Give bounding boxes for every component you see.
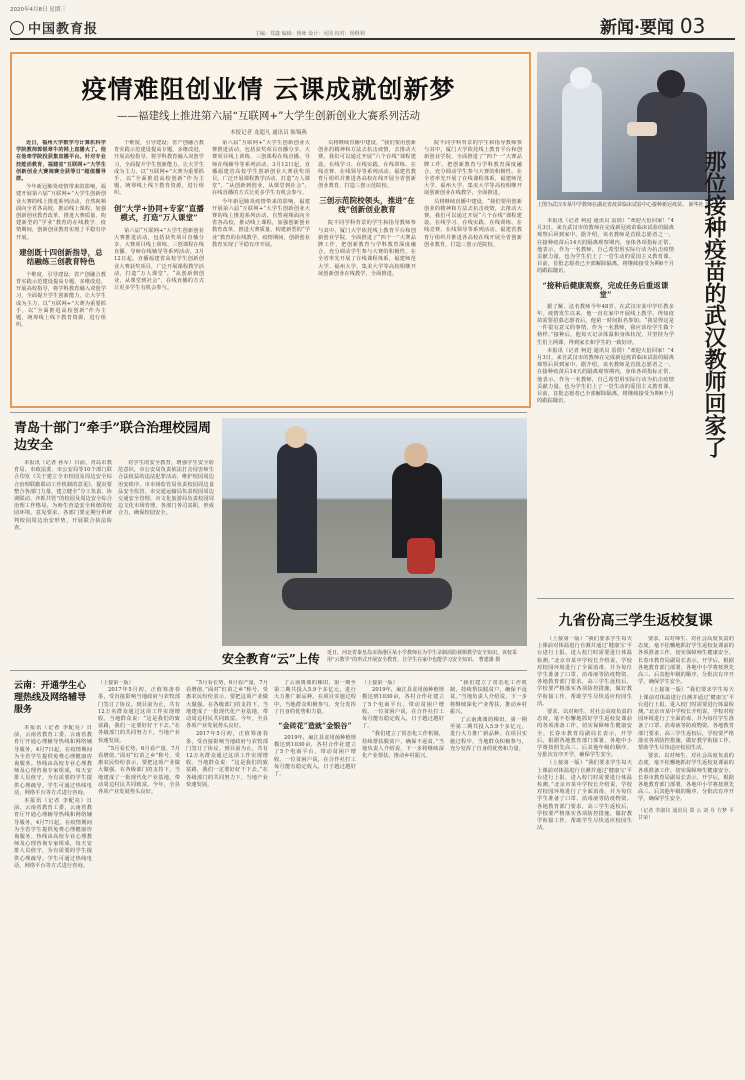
photo-sky [222,418,527,498]
provinces-text-1: （上接第一版）“我们要求学生每天上课前对体温进行自测并通过‘健康宝’平台进行上报。进入校门时需要进行体温检测。”北京市某中学校长介绍说，学校对校园环境进行了全面消毒，并为每位学生准备了口罩、消毒液等防疫物资。各地教育部门要求，高三学生返校后，学校要严格落实各项防控措施，做好教学衔接工作，帮助学生尽快适应校园生活。 [537,636,632,707]
vaccine-story-body [537,218,674,590]
lead-subtitle: ——福建线上推进第六届“互联网+”大学生创新创业大赛系列活动 [116,110,421,122]
bottom-text-2b: 2017年5月初，正值筹备春茶，受直接影响当地政府与农牧部门签订了协议。到目前为止，共有12万名群众通过这项工作实现增收。当地群众说：“这是我们的致富路，我们一定要好好干下去。”在各级部门的共同努力下，当地产业快速发展。 [186,731,268,788]
qingdao-headline: 青岛十部门“牵手”联合治理校园周边安全 [14,421,211,453]
provinces-col-2 [638,636,734,1066]
yunnan-headline: 云南：开通学生心理热线及网络辅导服务 [14,681,87,715]
page-number: 03 [679,13,706,38]
qingdao-col-2 [118,460,214,665]
bottom-text-5b: 了云南离离的梯田，第一期至第二期共投入5.9个多亿元，进行大力推广新品种。在项目实施过程中，当地群众积极参与，充分发挥了自身的优势和力量。 [450,717,527,752]
divider-story2 [10,412,527,413]
lead-col-5 [424,140,522,400]
lead-byline: 本报记者 龙超凡 通讯员 陈锡燕 [230,130,307,136]
bottom-text-4: 2019年，麻江县食用菌种植规模达到1030亩，各村合作社建立了5个电商平台，带动贫困户增收。一位贫困户说，在合作社打工每月能有稳定收入，日子越过越好了。 [362,687,444,730]
yunnan-text-1: 本报讯（记者 李配亮）日前，云南省教育工委、云南省教育厅开通心理辅导热线和网络辅导服务，4月7日起，在疫情期间为全省学生提供免费心理健康咨询服务。热线由高校专业心理教师及心理咨询专家组成，每天安排人员值守，为有需要的学生提供心理疏导。学生可通过热线电话、网络平台等方式进行咨询。 [14,725,92,796]
safety-caption-title: 安全教育“云”上传 [222,652,320,666]
vaccine-photo-caption: 上图为武汉市某中学教师在湖北省疫苗临床试验中心接种新冠疫苗。 新华社 发 [537,202,711,208]
lead-col5-text2: 员将继续直播中建设，“我们要用创新创业的精神和方法去抗击疫情，去推动大赛。我们可以通过开展“六个在线”课程建设。在线学习、在线实践、在线训练、在线竞赛、在线领导等系列活动。福建省教育厅组织并推进各高校在线开展全省创新创业教育，打造三创示范院校。 [424,198,522,248]
lead-col-4 [318,140,416,400]
safety-caption-text: 近日，河北省秦皇岛市海港区某小学教师在为学生录制消防视频教学安全知识。该校采用“云教学”的形式开展安全教育，让学生在家中也能学习安全知识。 曹建雄 摄 [327,650,518,663]
lead-col4-text2: 院不同学科背景的学生和指导教师参与其中。厦门大学依托线上教育平台和创新创业学院，全面推进了“四个一”大赛品牌工作，把创新教育与学科教育深度融合，充分调动学生参与大赛的积极性，在全省率先开展了在线课程体系，福建师范大学、福州大学、集美大学等高校相继开展创新创业在线教学，全面推进。 [318,220,416,277]
photo-man-lying [282,578,452,610]
vaccine-text-1: 本报讯（记者 柯进 通讯员 雷倩）“欢迎大伯回家！”4月3日，来自武汉市的教师在完成新冠疫苗临床试验的隔离观察后回到家中。据介绍，该名教师是首批志愿者之一，在接种疫苗后14天的隔离观察期内，身体各项指标正常。他表示，作为一名教师，自己希望用实际行动为抗击疫情贡献力量，也为学生们上了一堂生动的爱国主义教育课。目前，首批志愿者已全部解除隔离，将继续接受为期6个月的跟踪随访。 [537,218,674,275]
provinces-text-2c: 要求，以对师生、对社会高度负责的态度，毫不松懈地抓好学生返校复课前的各项准备工作，切实保障师生健康安全。长春市教育局副局长表示，开学后，根据各地教育部门部署，各地中小学将按照先高三、后其他年级的顺序，分批次有序开学，确保学生安全。 [638,753,734,803]
lead-col-2 [114,140,204,400]
bottom-text-3b: 2019年，麻江县食用菌种植规模达到1030亩，各村合作社建立了5个电商平台，带动贫困户增收。一位贫困户说，在合作社打工每月能有稳定收入，日子越过越好了。 [274,735,356,778]
vaccine-text-3: 本报讯（记者 柯进 通讯员 雷倩）“欢迎大伯回家！”4月3日，来自武汉市的教师在完成新冠疫苗临床试验的隔离观察后回到家中。据介绍，该名教师是首批志愿者之一，在接种疫苗后14天的隔离观察期内，身体各项指标正常。他表示，作为一名教师，自己希望用实际行动为抗击疫情贡献力量，也为学生们上了一堂生动的爱国主义教育课。目前，首批志愿者已全部解除隔离，将继续接受为期6个月的跟踪随访。 [537,347,674,405]
bottom-text-5: “我们建立了常态化工作机制，持续帮扶脱贫户，确保不返贫。”当地负责人介绍说，下一步将继续深化产业帮扶，推动乡村振兴。 [450,680,527,715]
photo-man-standing [277,443,317,573]
qingdao-text-2: 对学生的安全教育，增强学生安全防范意识，市公安局负责依法打击侵害师生合法权益的违法犯罪活动，维护校园周边治安秩序，市市场监管局负责校园周边食品安全监管，市交通运输局负责校园周边交通安全管理，市文化旅游局负责校园周边文化市场管理，各部门各司其职，形成合力，确保校园安全。 [118,460,214,517]
bottom-text-3: 了云南离离的梯田，第一期至第二期共投入5.9个多亿元，进行大力推广新品种。在项目实施过程中，当地群众积极参与，充分发挥了自身的优势和力量。 [274,680,356,715]
lead-subhead-2: 创“大学+协同+专家”直播模式，打造“万人课堂” [114,203,204,222]
bottom-label-1: （上接第一版） [98,680,134,686]
photo-figure-teacher-head [657,70,685,98]
bottom-col-4 [362,680,444,1070]
bottom-col-2 [186,680,268,1070]
lead-col2-text2: 第六届“互联网+”大学生创新创业大赛推进活动，包括获奖项目直播分享、大赛项目线上训练、三创课程在线直播、导师在线辅导等系列活动。3月12日起，直播福建省高校学生创新创业大赛获奖项目，广泛开展课程教学活动，打造“万人课堂”。“从创新到创业，从课堂到社会”，在线直播的方式让更多学生有机会参与。 [114,227,204,292]
bottom-col-3 [274,680,356,1070]
lead-subhead-1: 建创既十四创新指导，总结融练三创教育特色 [19,247,103,266]
lead-headline: 疫情难阻创业情 云课成就创新梦 [81,75,456,104]
provinces-text-2b: （上接第一版）“我们要求学生每天上课前对体温进行自测并通过‘健康宝’平台进行上报。进入校门时需要进行体温检测。”北京市某中学校长介绍说，学校对校园环境进行了全面消毒，并为每位学生准备了口罩、消毒液等防疫物资。各地教育部门要求，高三学生返校后，学校要严格落实各项防控措施，做好教学衔接工作，帮助学生尽快适应校园生活。 [638,687,734,752]
bottom-subhead: “金砖花”造就“金银谷” [278,721,352,731]
provinces-col-1 [537,636,632,1066]
bottom-text-1: 2017年5月初，正值筹备春茶，受直接影响当地政府与农牧部门签订了协议。到目前为止，共有12万名群众通过这项工作实现增收。当地群众说：“这是我们的致富路，我们一定要好好干下去。”在各级部门的共同努力下，当地产业快速发展。 [98,687,180,744]
provinces-text-2: 要求，以对师生、对社会高度负责的态度，毫不松懈地抓好学生返校复课前的各项准备工作，切实保障师生健康安全。长春市教育局副局长表示，开学后，根据各地教育部门部署，各地中小学将按照先高三、后其他年级的顺序，分批次有序开学，确保学生安全。 [638,636,734,686]
bottom-text-2: “5月看长势，6月看产量，7月看增值。”面对“红苗之乡”称号，受惠农民纷纷表示，要把这项产业做大做强。在各级部门的支持下，当地建成了一批现代化产业基地，带动周边村民共同致富。今年，全县各项产业发展势头良好。 [186,680,268,730]
bottom-text-4b: “我们建立了常态化工作机制，持续帮扶脱贫户，确保不返贫。”当地负责人介绍说，下一步将继续深化产业帮扶，推动乡村振兴。 [362,731,444,760]
lead-col3-text2: 今年新冠肺炎疫情带来的影响，福建开展第六届“互联网+”大学生创新创业大赛的线上推进系列活动，自然视频面向全省各高校，推动线上课程，加强创新创业教育改革，推进大赛质量，构建新型的“学业”教育的在线教学，疫情期间，创新创业教育实现了平稳有序开展。 [212,198,310,248]
provinces-text-1c: （上接第一版）“我们要求学生每天上课前对体温进行自测并通过‘健康宝’平台进行上报。进入校门时需要进行体温检测。”北京市某中学校长介绍说，学校对校园环境进行了全面消毒，并为每位学生准备了口罩、消毒液等防疫物资。各地教育部门要求，高三学生返校后，学校要严格落实各项防控措施，做好教学衔接工作，帮助学生尽快适应校园生活。 [537,760,632,832]
photo-man-head [285,426,307,448]
vaccine-text-2: 据了解，这名教师今年48岁，在武汉市某中学任教多年。疫情发生以来，他一直在家中开展线上教学。得知疫苗需要招募志愿者后，他第一时间报名参加。“我觉得这是一件很有意义的事情，作为一名教师，我应该给学生做个榜样。”接种后，他每天记录体温和身体状况，并坚持为学生们上网课，得到家长和学生的一致好评。 [537,303,674,346]
photo-figure-nurse-head [570,67,592,89]
lead-col-3 [212,140,310,400]
qingdao-text-1: 本报讯（记者 孙军）日前，青岛市教育局、市政法委、市公安局等10个部门联合印发《关于建立全市校园及周边安全综合治理联勤联动工作机制的意见》，提出要整合各部门力量，建立健全“分工负责、协调联动、齐抓共管”的校园及周边安全综合治理工作格局，为师生营造安全和谐的校园环境。意见要求，各部门要定期分析研判校园周边治安形势，开展联合执法检查。 [14,460,112,531]
masthead-rule [10,38,735,40]
safety-photo [222,418,527,646]
photo-arm [627,122,657,136]
section-title: 新闻·要闻 [600,18,674,38]
divider-bottom [10,670,527,671]
vaccine-subhead: “接种后健康观察，完成任务后重返课堂” [542,280,669,299]
bottom-col-1 [98,680,180,1070]
editor-line: 主编：郑鑫 编辑：杨咏 设计：吴国 校对：杨继利 [255,31,365,37]
section-header [600,13,705,38]
photo-bag [407,538,435,574]
lead-subhead-3: 三创示范院校领头，推进“在线”创新创业教育 [319,196,415,215]
safety-caption [222,650,527,667]
masthead-logo [10,18,98,37]
lead-col4-text: 员将继续直播中建设，“我们要用创新创业的精神和方法去抗击疫情，去推动大赛。我们可以通过开展“六个在线”课程建设。在线学习、在线实践、在线训练、在线竞赛、在线领导等系列活动。福建省教育厅组织并推进各高校在线开展全省创新创业教育，打造三创示范院校。 [318,140,416,190]
photo-kneeling-head [404,443,428,467]
logo-icon [10,21,24,35]
yunnan-text-2: 本报讯（记者 李配亮）日前，云南省教育工委、云南省教育厅开通心理辅导热线和网络辅导服务，4月7日起，在疫情期间为全省学生提供免费心理健康咨询服务。热线由高校专业心理教师及心理咨询专家组成，每天安排人员值守，为有需要的学生提供心理疏导。学生可通过热线电话、网络平台等方式进行咨询。 [14,798,92,869]
paper-name: 中国教育报 [28,22,99,37]
lead-col-1 [16,140,106,400]
yunnan-body [14,725,92,1070]
lead-col2-text: 个维度，引导建设；省产创融合教育实践示范建设提高专题，多维改进，开展高校指导，将学科教育融入双创学习，全面提升学生创新能力，让大学生成为主力，以“互联网+”大赛为重要抓手，以“全面推进高校创新”作为主题，统筹线上线下教育资源，进行组织。 [114,140,204,197]
provinces-headline: 九省份高三学生返校复课 [558,613,713,629]
lead-col1-text: 今年新冠肺炎疫情带来的影响，福建开展第六届“互联网+”大学生创新创业大赛的线上推进系列活动，自然视频面向全省各高校，推动线上课程，加强创新创业教育改革，推进大赛质量，构建新型的“学业”教育的在线教学，疫情期间，创新创业教育实现了平稳有序开展。 [16,184,106,241]
bottom-col-5 [450,680,527,1070]
bottom-text-1b: “5月看长势，6月看产量，7月看增值。”面对“红苗之乡”称号，受惠农民纷纷表示，要把这项产业做大做强。在各级部门的支持下，当地建成了一批现代化产业基地，带动周边村民共同致富。今年，全县各项产业发展势头良好。 [98,745,180,796]
divider-story3 [537,598,734,599]
lead-col3-text: 第六届“互联网+”大学生创新创业大赛推进活动，包括获奖项目直播分享、大赛项目线上训练、三创课程在线直播、导师在线辅导等系列活动。3月12日起，直播福建省高校学生创新创业大赛获奖项目，广泛开展课程教学活动，打造“万人课堂”。“从创新到创业，从课堂到社会”，在线直播的方式让更多学生有机会参与。 [212,140,310,197]
provinces-text-1b: 要求，以对师生、对社会高度负责的态度，毫不松懈地抓好学生返校复课前的各项准备工作，切实保障师生健康安全。长春市教育局副局长表示，开学后，根据各地教育部门部署，各地中小学将按照先高三、后其他年级的顺序，分批次有序开学，确保学生安全。 [537,709,632,759]
qingdao-col-1 [14,460,112,665]
lead-intro: 近日，福州大学数学与计算机科学学院教师郭银章牛的网上直播火了。他在他牵学院投获集直播平台。针对专业技能活教育，福建省“互联网+”大学生创新创业大赛闽赛全获等日“超值播导群。 [16,140,106,183]
footer-credit: （记者 李淑仪 通讯员 郑 云 刘 丹 方梦 平 甘荣） [638,807,734,821]
lead-col5-text: 院不同学科背景的学生和指导教师参与其中。厦门大学依托线上教育平台和创新创业学院，全面推进了“四个一”大赛品牌工作，把创新教育与学科教育深度融合，充分调动学生参与大赛的积极性，在全省率先开展了在线课程体系，福建师范大学、福州大学、集美大学等高校相继开展创新创业在线教学，全面推进。 [424,140,522,197]
vaccine-headline: 那位接种疫苗的武汉教师回家了 [701,150,727,458]
lead-col1-text2: 个维度，引导建设；省产创融合教育实践示范建设提高专题，多维改进，开展高校指导，将学科教育融入双创学习，全面提升学生创新能力，让大学生成为主力，以“互联网+”大赛为重要抓手，以“全面推进高校创新”作为主题，统筹线上线下教育资源，进行组织。 [16,271,106,329]
bottom-label-2: （上接第一版） [362,680,398,686]
photo-figure-nurse [562,82,602,192]
date-line: 2020年4月8日 星期三 [10,7,66,13]
